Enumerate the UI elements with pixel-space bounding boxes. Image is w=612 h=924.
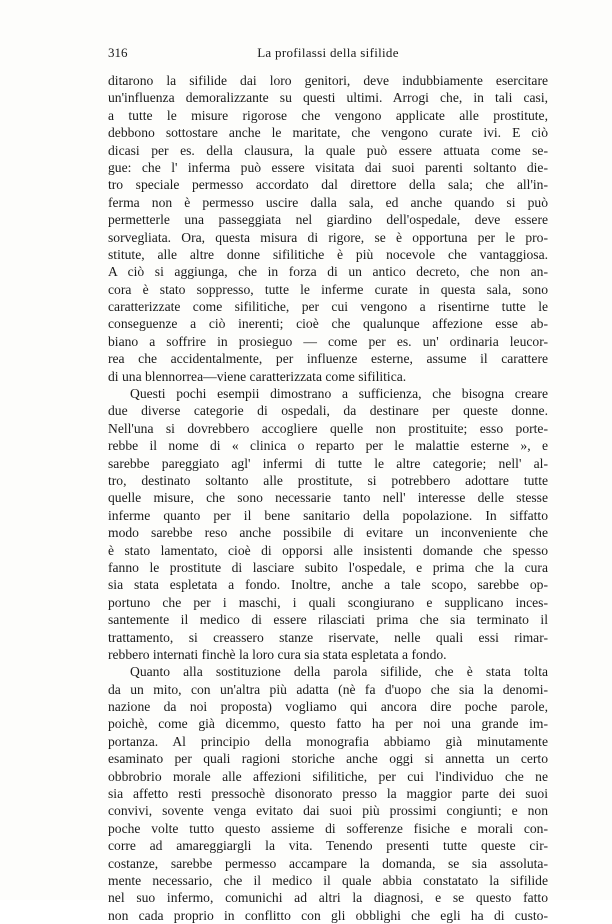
text-line: due diverse categorie di ospedali, da destinare per queste donne. bbox=[108, 403, 548, 419]
text-line: rebbe il nome di « clinica o reparto per le malattie esterne », e bbox=[108, 438, 548, 454]
text-line: rea che accidentalmente, per influenze esterne, assume il carattere bbox=[108, 351, 548, 367]
text-line: sia affetto resti pressochè disonorato presso la maggior parte dei suoi bbox=[108, 786, 548, 802]
text-line: nazione da noi proposta) vogliamo qui ancora dire poche parole, bbox=[108, 699, 548, 715]
text-line: biano a soffrire in prosieguo — come per es. un' ordinaria leucor- bbox=[108, 333, 548, 349]
text-line: è stato lamentato, cioè di opporsi alle insistenti domande che spesso bbox=[108, 542, 548, 558]
text-line: ferma non è permesso uscire dalla sala, ed anche quando si può bbox=[108, 194, 548, 210]
text-line: cora è stato soppresso, tutte le inferme curate in questa sala, sono bbox=[108, 281, 548, 297]
text-line: poichè, come già dicemmo, questo fatto ha per noi una grande im- bbox=[108, 716, 548, 732]
text-line: rebbero internati finchè la loro cura sia stata espletata a fondo. bbox=[108, 646, 447, 662]
text-line: tro, destinato soltanto alle prostitute, si potrebbero adottare tutte bbox=[108, 472, 548, 488]
text-line: ditarono la sifilide dai loro genitori, deve indubbiamente esercitare bbox=[108, 73, 548, 88]
text-line: gue: che l' inferma può essere visitata dai suoi parenti soltanto die- bbox=[108, 159, 548, 175]
text-line: mente necessario, che il medico il quale abbia constatato la sifilide bbox=[108, 872, 548, 888]
text-line: stitute, alle altre donne sifilitiche è più nocevole che vantaggiosa. bbox=[108, 246, 548, 262]
text-line: convivi, sovente venga evitato dai suoi più prossimi congiunti; e non bbox=[108, 803, 548, 819]
text-line: debbono sottostare anche le maritate, che vengono curate ivi. E ciò bbox=[108, 125, 548, 141]
text-line: non cada proprio in conflitto con gli obblighi che egli ha di custo- bbox=[108, 907, 548, 923]
text-line: portuno che per i maschi, i quali scongiurano e supplicano inces- bbox=[108, 594, 548, 610]
text-line: di una blennorrea—viene caratterizzata come sifilitica. bbox=[108, 368, 407, 384]
text-line: modo sarebbe reso anche possibile di evitare un inconveniente che bbox=[108, 525, 548, 541]
paragraph bbox=[108, 72, 548, 385]
text-line: a tutte le misure rigorose che vengono applicate alle prostitute, bbox=[108, 107, 548, 123]
text-line: portanza. Al principio della monografia abbiamo già minutamente bbox=[108, 733, 548, 749]
body-text bbox=[108, 72, 548, 924]
text-line: poche volte tutto questo assieme di sofferenze fisiche e morali con- bbox=[108, 820, 548, 836]
text-line: permetterle una passeggiata nel giardino dell'ospedale, deve essere bbox=[108, 212, 548, 228]
text-line: corre ad amareggiargli la vita. Tenendo presenti tutte queste cir- bbox=[108, 838, 548, 854]
text-line: A ciò si aggiunga, che in forza di un antico decreto, che non an- bbox=[108, 264, 548, 280]
text-line: inferme quanto per il bene sanitario della popolazione. In siffatto bbox=[108, 507, 548, 523]
text-line: Questi pochi esempii dimostrano a sufficienza, che bisogna creare bbox=[130, 386, 548, 402]
text-line: sorvegliata. Ora, questa misura di rigore, se è opportuna per le pro- bbox=[108, 229, 548, 245]
page-number: 316 bbox=[108, 45, 128, 60]
text-line: Quanto alla sostituzione della parola sifilide, che è stata tolta bbox=[130, 664, 548, 680]
text-line: sia stata espletata a fondo. Inoltre, anche a tale scopo, sarebbe op- bbox=[108, 577, 548, 593]
text-line: trattamento, si creassero stanze riservate, nelle quali essi rimar- bbox=[108, 629, 548, 645]
text-line: santemente il medico di essere rilasciati prima che sia terminato il bbox=[108, 612, 548, 628]
text-line: dicasi per es. della clausura, la quale può essere attuata come se- bbox=[108, 142, 548, 158]
paragraph bbox=[108, 663, 548, 924]
running-head bbox=[108, 44, 548, 62]
text-line: costanze, sarebbe permesso accampare la domanda, se sia assoluta- bbox=[108, 855, 548, 871]
text-line: caratterizzate come sifilitiche, per cui vengono a risentirne tutte le bbox=[108, 299, 548, 315]
text-line: obbrobrio morale alle affezioni sifilitiche, per cui l'individuo che ne bbox=[108, 768, 548, 784]
text-line: conseguenze a ciò inerenti; cioè che qualunque affezione esse ab- bbox=[108, 316, 548, 332]
text-line: fanno le prostitute di lasciare subito l'ospedale, e prima che la cura bbox=[108, 559, 548, 575]
text-line: tro speciale permesso accordato dal direttore della sala; che all'in- bbox=[108, 177, 548, 193]
paragraph bbox=[108, 385, 548, 663]
text-line: Nell'una si dovrebbero accogliere quelle non prostituite; esso porte- bbox=[108, 420, 548, 436]
text-line: da un mito, con un'altra più adatta (nè fa d'uopo che sia la denomi- bbox=[108, 681, 548, 697]
text-line: un'influenza demoralizzante su questi ultimi. Arrogi che, in tali casi, bbox=[108, 90, 548, 106]
running-title: La profilassi della sifilide bbox=[257, 45, 399, 60]
text-line: sarebbe pareggiato agl' infermi di tutte le altre categorie; nell' al- bbox=[108, 455, 548, 471]
text-line: quelle misure, che sono necessarie tanto nell' interesse delle stesse bbox=[108, 490, 548, 506]
text-line: nel suo infermo, comunichi ad altri la diagnosi, e se questo fatto bbox=[108, 890, 548, 906]
text-line: esaminato per quali ragioni storiche anche oggi si annetta un certo bbox=[108, 751, 548, 767]
